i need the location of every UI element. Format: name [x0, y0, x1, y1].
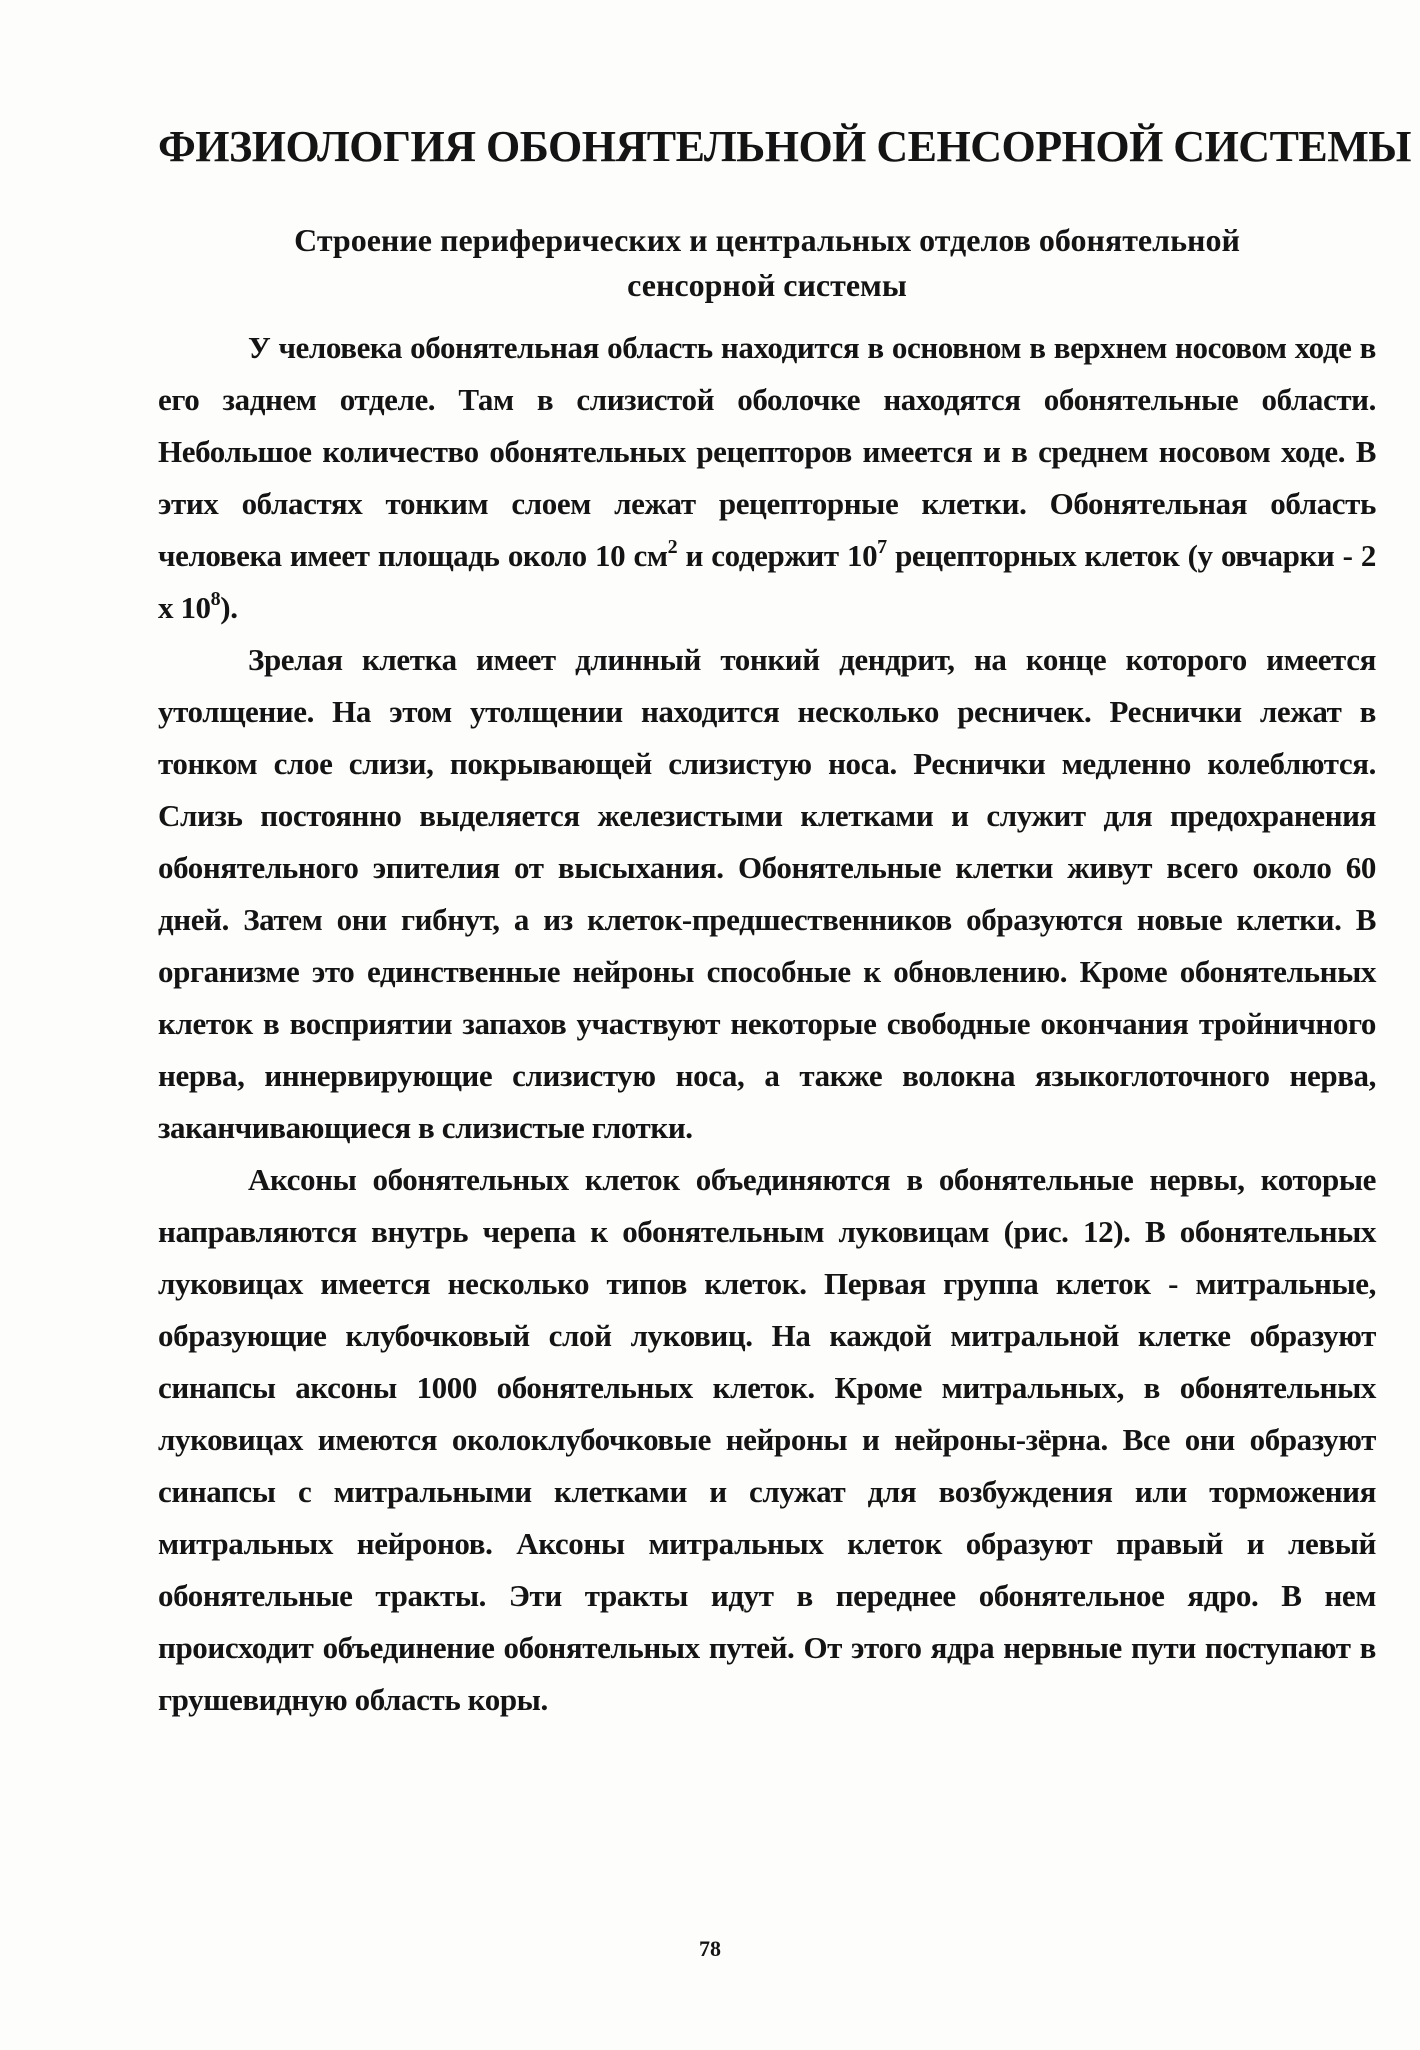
paragraph-1-part-3: рецепторных клеток (у овчарки - 2 х 10 — [158, 538, 1376, 625]
paragraph-1 — [158, 322, 1376, 634]
chapter-title: ФИЗИОЛОГИЯ ОБОНЯТЕЛЬНОЙ СЕНСОРНОЙ СИСТЕМЫ — [158, 122, 1412, 171]
body-text — [158, 322, 1376, 1726]
paragraph-3: Аксоны обонятельных клеток объединяются в обонятельные нервы, которые направляются внутрь черепа к обонятельным луковицам (рис. 12). В обонятельных луковицах имеется несколько типов клеток. Первая группа клеток - митральные, образующие клубочковый слой луковиц. На каждой митральной клетке образуют синапсы аксоны 1000 обонятельных клеток. Кроме митральных, в обонятельных луковицах имеются околоклубочковые нейроны и нейроны-зёрна. Все они образуют синапсы с митральными клетками и служат для возбуждения или торможения митральных нейронов. Аксоны митральных клеток образуют правый и левый обонятельные тракты. Эти тракты идут в переднее обонятельное ядро. В нем происходит объединение обонятельных путей. От этого ядра нервные пути поступают в грушевидную область коры. — [158, 1162, 1376, 1717]
human-cells-exponent: 7 — [877, 536, 887, 558]
page-content — [158, 118, 1412, 1726]
dog-cells-exponent: 8 — [210, 588, 221, 610]
paragraph-2: Зрелая клетка имеет длинный тонкий дендрит, на конце которого имеется утолщение. На этом утолщении находится несколько ресничек. Реснички лежат в тонком слое слизи, покрывающей слизистую носа. Реснички медленно колеблются. Слизь постоянно выделяется железистыми клетками и служит для предохранения обонятельного эпителия от высыхания. Обонятельные клетки живут всего около 60 дней. Затем они гибнут, а из клеток-предшественников образуются новые клетки. В организме это единственные нейроны способные к обновлению. Кроме обонятельных клеток в восприятии запахов участвуют некоторые свободные окончания тройничного нерва, иннервирующие слизистую носа, а также волокна языкоглоточного нерва, заканчивающиеся в слизистые глотки. — [158, 642, 1376, 1145]
section-title: Строение периферических и центральных отделов обонятельной сенсорной системы — [294, 222, 1240, 303]
page-number: 78 — [699, 1936, 721, 1961]
paragraph-1-part-1: У человека обонятельная область находится в основном в верхнем носовом ходе в его заднем отделе. Там в слизистой оболочке находятся обонятельные области. Небольшое количество обонятельных рецепторов имеется и в среднем носовом ходе. В этих областях тонким слоем лежат рецепторные клетки. Обонятельная область человека имеет площадь около 10 см — [158, 330, 1376, 573]
paragraph-1-part-2: и содержит 10 — [677, 538, 878, 573]
area-exponent: 2 — [667, 536, 678, 558]
paragraph-1-part-4: ). — [220, 590, 238, 625]
